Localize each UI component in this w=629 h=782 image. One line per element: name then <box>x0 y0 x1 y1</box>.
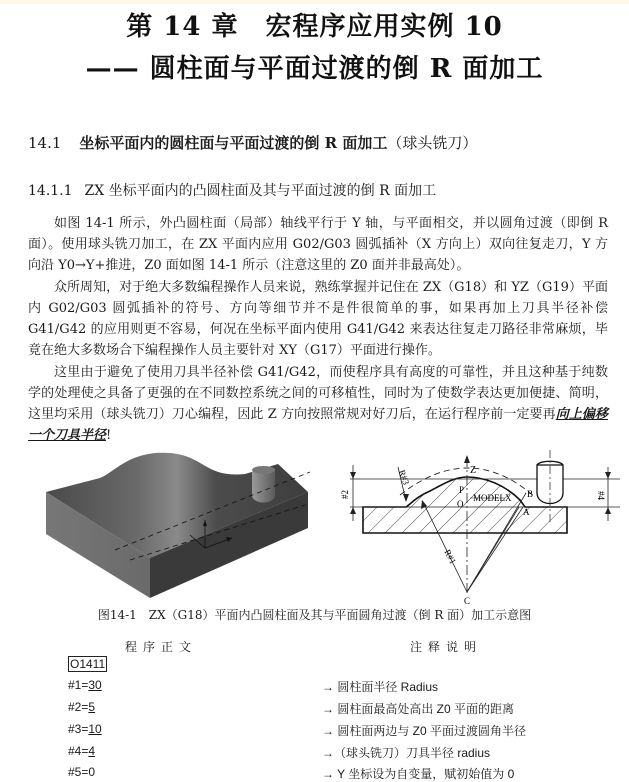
note-line-3: → 圆柱面两边与 Z0 平面过渡圆角半径 <box>322 724 527 738</box>
code-value: 4 <box>88 744 96 758</box>
note-line-2: → 圆柱面最高处高出 Z0 平面的距离 <box>322 702 515 716</box>
label-r1: R#1 <box>442 547 459 566</box>
label-a: A <box>523 507 530 517</box>
code-var: #1= <box>68 678 89 692</box>
section-number: 14.1 <box>28 134 62 152</box>
subsection-heading <box>28 180 436 200</box>
paragraph-3-text: 这里由于避免了使用刀具半径补偿 G41/G42，而使程序具有高度的可靠性，并且这种基于纯数学的处理使之具备了更强的在不同数控系统之间的可移植性，同时为了使数学表达更加便捷、简明，这里均采用（球头铣刀）刀心编程，因此 Z 方向按照常规对好刀后，在运行程序前一定要再 <box>28 365 608 422</box>
subsection-number: 14.1.1 <box>28 183 73 199</box>
label-p: P <box>459 485 465 495</box>
subsection-title: ZX 坐标平面内的凸圆柱面及其与平面过渡的倒 R 面加工 <box>84 183 437 199</box>
label-h4: #4 <box>596 491 606 500</box>
code-var: #5=0 <box>68 765 96 779</box>
note-line-5: → Y 坐标设为自变量，赋初始值为 0 <box>322 767 515 781</box>
code-line-5 <box>68 765 95 779</box>
note-line-1: → 圆柱面半径 Radius <box>322 680 439 694</box>
chapter-title-line1: 第 14 章 宏程序应用实例 10 <box>126 12 503 42</box>
cross-section-drawing <box>320 445 629 605</box>
program-number: O1411 <box>70 657 106 671</box>
paragraph-2: 众所周知，对于绝大多数编程操作人员来说，熟练掌握并记住在 ZX（G18）和 YZ（G19）平面内 G02/G03 圆弧插补的符号、方向等细节并不是件很简单的事，如果再加上刀具半径补偿 G41/G42 的应用则更不容易，何况在坐标平面内使用 G41/G42 来表达往复走刀路径非常麻烦，毕竟在绝大多数场合下编程操作人员主要针对 XY（G17）平面进行操作。 <box>28 280 608 358</box>
code-line-2 <box>68 700 95 714</box>
label-o: O <box>457 499 464 509</box>
code-value: 10 <box>88 722 102 736</box>
code-value: 5 <box>88 700 96 714</box>
note-line-4: →（球头铣刀）刀具半径 radius <box>322 746 491 760</box>
section-heading <box>28 132 477 153</box>
label-modelx: MODELX <box>473 493 512 503</box>
program-body-header: 程序正文 <box>125 640 198 654</box>
figure-cross-section <box>320 445 629 605</box>
section-title-paren: （球头铣刀） <box>387 134 478 152</box>
code-var: #2= <box>68 700 89 714</box>
label-h2: #2 <box>340 490 350 499</box>
label-c: C <box>464 596 471 605</box>
label-b: B <box>527 489 534 499</box>
section-title: 坐标平面内的圆柱面与平面过渡的倒 R 面加工 <box>79 134 388 152</box>
code-value: 30 <box>88 678 102 692</box>
chapter-title-line2: —— 圆柱面与平面过渡的倒 R 面加工 <box>85 54 544 84</box>
paragraph-3-end: ! <box>106 428 112 443</box>
code-line-3 <box>68 722 102 736</box>
label-r3: R#3 <box>396 468 412 487</box>
paragraph-3-emphasis: 向上偏移一个刀具半径 <box>28 407 608 443</box>
paragraph-1: 如图 14-1 所示，外凸圆柱面（局部）轴线平行于 Y 轴，与平面相交，并以圆角过渡（即倒 R 面）。使用球头铣刀加工，在 ZX 平面内应用 G02/G03 圆弧插补（X 方向上）双向往复走刀，Y 方向沿 Y0→Y+推进，Z0 面如图 14-1 所示（注意这里的 Z0 面并非最高处）。 <box>28 216 608 273</box>
part-3d-render <box>30 450 320 600</box>
figure-3d-part <box>30 450 320 600</box>
code-line-4 <box>68 744 95 758</box>
code-line-1 <box>68 678 102 692</box>
paragraph-3 <box>28 362 608 446</box>
figure-caption: 图14-1 ZX（G18）平面内凸圆柱面及其与平面圆角过渡（倒 R 面）加工示意图 <box>97 608 532 622</box>
program-notes-header: 注释说明 <box>410 640 483 654</box>
label-z: Z <box>470 465 477 476</box>
code-var: #3= <box>68 722 89 736</box>
page-top-band <box>0 0 629 4</box>
code-var: #4= <box>68 744 89 758</box>
code-line-program-number <box>68 657 107 671</box>
